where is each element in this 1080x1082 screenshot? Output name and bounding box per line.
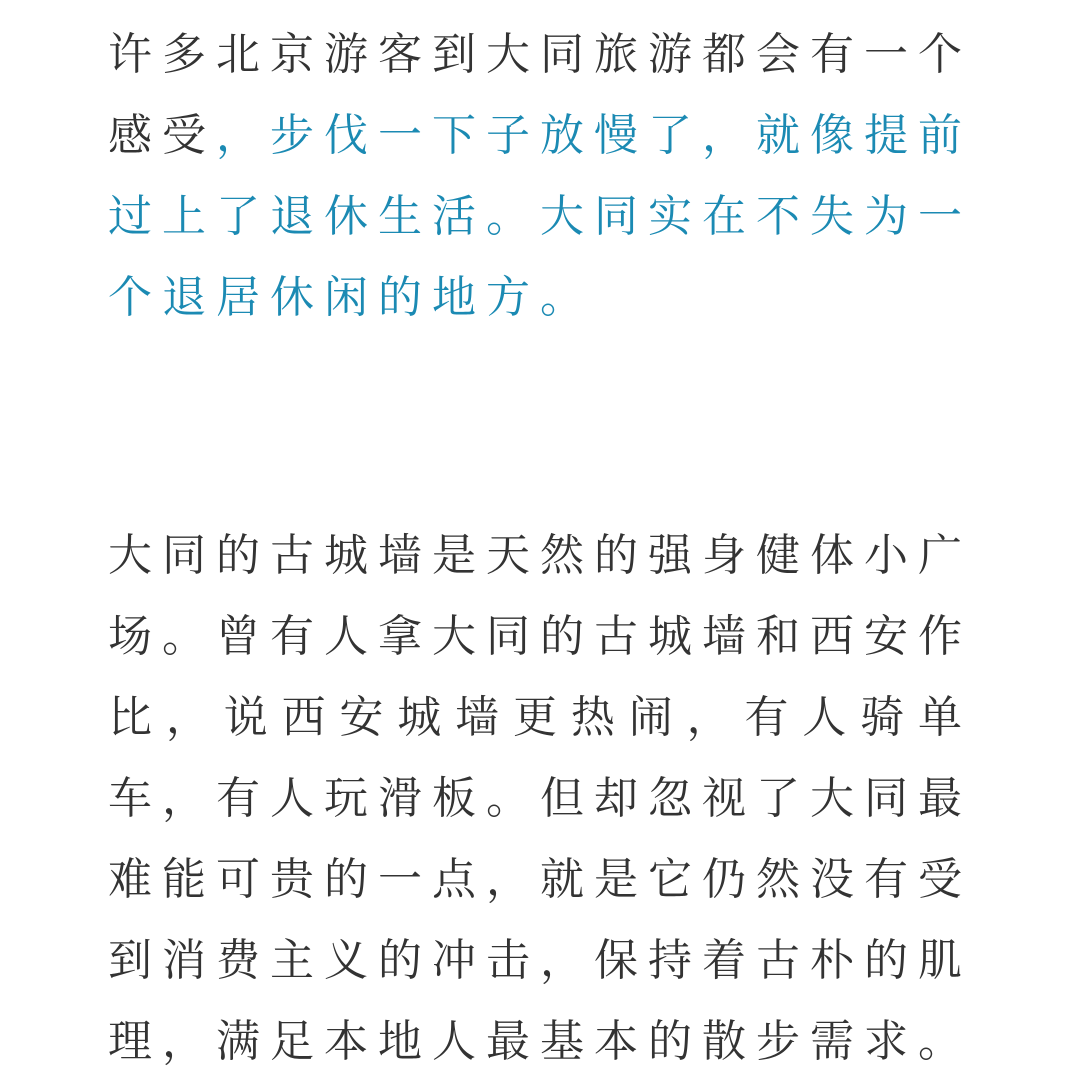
- paragraph-1: [108, 14, 972, 338]
- paragraph-1-lead: 许多北京游客到大同旅游都会有一个感受: [108, 29, 972, 161]
- paragraph-2: 大同的古城墙是天然的强身健体小广场。曾有人拿大同的古城墙和西安作比，说西安城墙更热闹，有人骑单车，有人玩滑板。但却忽视了大同最难能可贵的一点，就是它仍然没有受到消费主义的冲击，保持着古朴的肌理，满足本地人最基本的散步需求。: [108, 530, 972, 1067]
- article-body: [108, 14, 972, 1067]
- paragraph-1-highlight: ，步伐一下子放慢了，就像提前过上了退休生活。大同实在不失为一个退居休闲的地方。: [108, 110, 972, 323]
